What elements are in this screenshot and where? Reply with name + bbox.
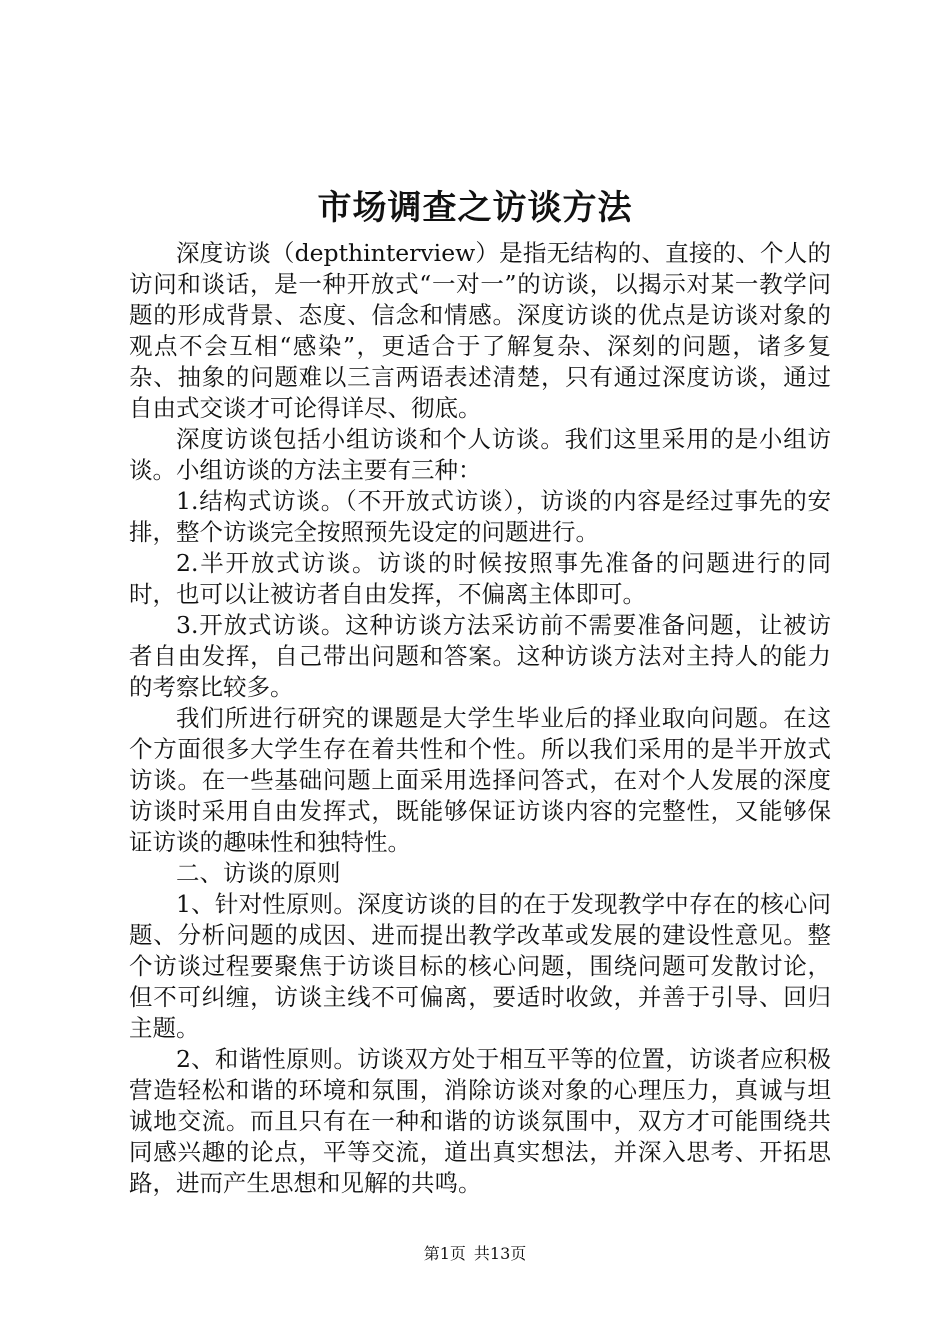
page-total: 共13页 [473, 1244, 527, 1263]
paragraph-group-interview: 深度访谈包括小组访谈和个人访谈。我们这里采用的是小组访谈。小组访谈的方法主要有三种： [129, 425, 831, 484]
paragraph-structured: 1.结构式访谈。（不开放式访谈），访谈的内容是经过事先的安排，整个访谈完全按照预先设定的问题进行。 [129, 487, 831, 546]
paragraph-principle-targeted: 1、针对性原则。深度访谈的目的在于发现教学中存在的核心问题、分析问题的成因、进而提出教学改革或发展的建设性意见。整个访谈过程要聚焦于访谈目标的核心问题，围绕问题可发散讨论，但不可纠缠，访谈主线不可偏离，要适时收敛，并善于引导、回归主题。 [129, 890, 831, 1042]
document-body [129, 238, 831, 1199]
document-title: 市场调查之访谈方法 [317, 188, 633, 228]
section-heading-principles: 二、访谈的原则 [176, 859, 341, 887]
paragraph-research-topic: 我们所进行研究的课题是大学生毕业后的择业取向问题。在这个方面很多大学生存在着共性和个性。所以我们采用的是半开放式访谈。在一些基础问题上面采用选择问答式，在对个人发展的深度访谈时采用自由发挥式，既能够保证访谈内容的完整性，又能够保证访谈的趣味性和独特性。 [129, 704, 831, 856]
paragraph-open: 3.开放式访谈。这种访谈方法采访前不需要准备问题，让被访者自由发挥，自己带出问题和答案。这种访谈方法对主持人的能力的考察比较多。 [129, 611, 831, 701]
page-footer [0, 1244, 950, 1264]
paragraph-intro: 深度访谈（depthinterview）是指无结构的、直接的、个人的访问和谈话，是一种开放式“一对一”的访谈，以揭示对某一教学问题的形成背景、态度、信念和情感。深度访谈的优点是访谈对象的观点不会互相“感染”，更适合于了解复杂、深刻的问题，诸多复杂、抽象的问题难以三言两语表述清楚，只有通过深度访谈，通过自由式交谈才可论得详尽、彻底。 [129, 239, 831, 422]
paragraph-semi-open: 2.半开放式访谈。访谈的时候按照事先准备的问题进行的同时，也可以让被访者自由发挥，不偏离主体即可。 [129, 549, 831, 608]
paragraph-principle-harmony: 2、和谐性原则。访谈双方处于相互平等的位置，访谈者应积极营造轻松和谐的环境和氛围，消除访谈对象的心理压力，真诚与坦诚地交流。而且只有在一种和谐的访谈氛围中，双方才可能围绕共同感兴趣的论点，平等交流，道出真实想法，并深入思考、开拓思路，进而产生思想和见解的共鸣。 [129, 1045, 831, 1197]
page-number: 第1页 [423, 1244, 466, 1263]
